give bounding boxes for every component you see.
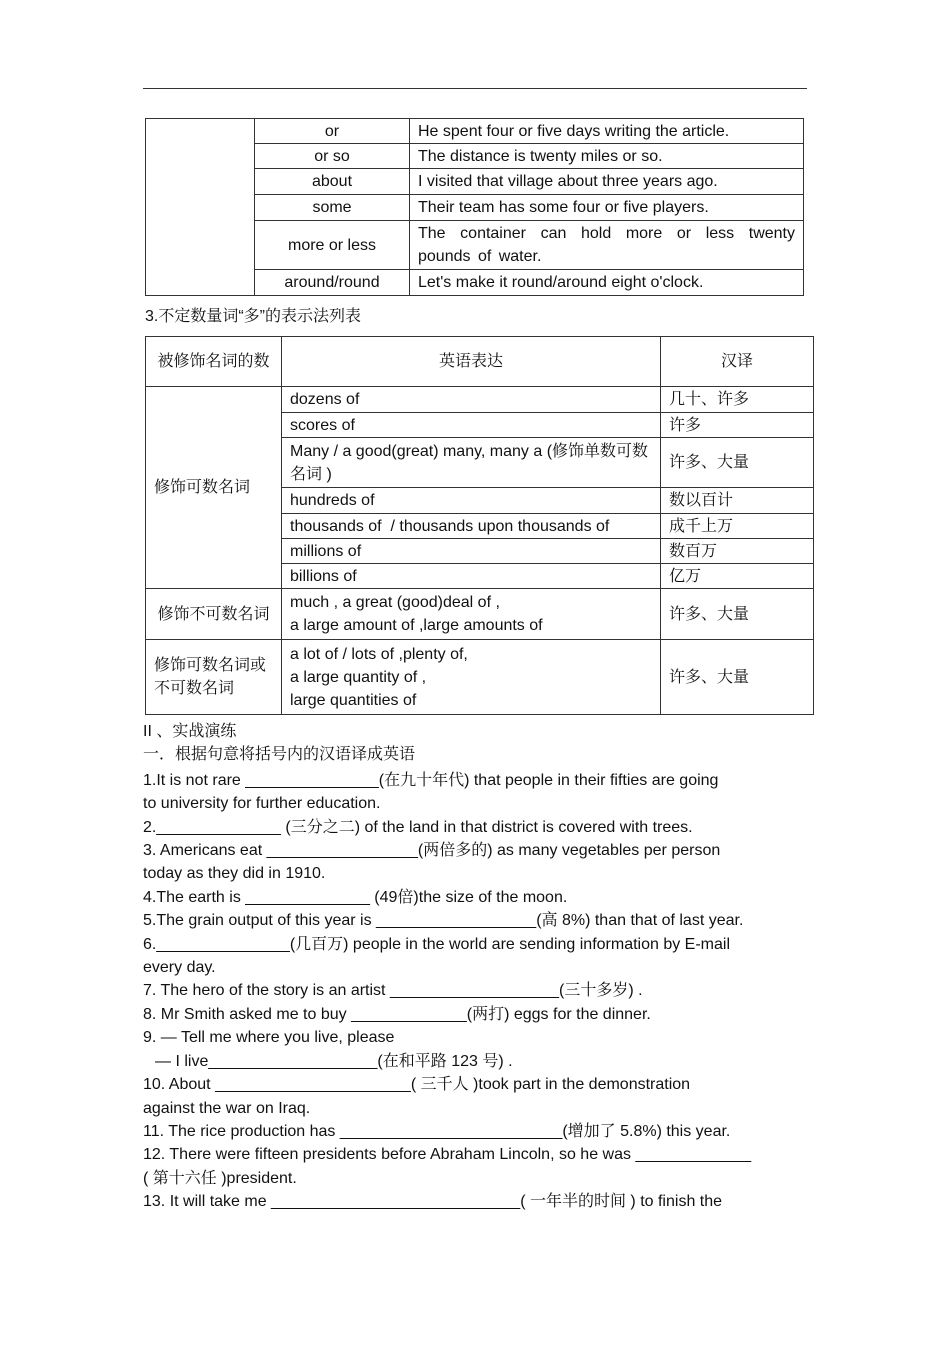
exercise-line: 9. — Tell me where you live, please [143, 1029, 395, 1047]
english-cell: millions of [282, 539, 661, 564]
english-cell [282, 640, 661, 715]
exercise-line: 2.______________ (三分之二) of the land in that district is covered with trees. [143, 818, 693, 836]
english-cell: hundreds of [282, 488, 661, 514]
chinese-cell: 成千上万 [661, 514, 814, 539]
header-chinese: 汉译 [661, 337, 814, 387]
exercise-line: 13. It will take me ____________________________( 一年半的时间 ) to finish the [143, 1193, 723, 1211]
exercise-line: 8. Mr Smith asked me to buy _____________(两打) eggs for the dinner. [143, 1005, 651, 1023]
blank-category-cell [146, 119, 255, 296]
exercise-line: 12. There were fifteen presidents before Abraham Lincoln, so he was _____________ [143, 1146, 752, 1164]
word-cell: around/round [255, 270, 410, 296]
english-line: much , a great (good)deal of , [290, 594, 500, 611]
header-english: 英语表达 [282, 337, 661, 387]
header-rule [143, 88, 807, 89]
chinese-cell: 许多、大量 [661, 640, 814, 715]
chinese-cell: 许多 [661, 413, 814, 438]
english-line: large quantities of [290, 691, 417, 709]
english-cell: billions of [282, 564, 661, 589]
word-cell: about [255, 169, 410, 195]
exercise-line: to university for further education. [143, 795, 381, 813]
practice-section [143, 720, 823, 1214]
chinese-cell: 几十、许多 [661, 387, 814, 413]
english-cell: thousands of / thousands upon thousands of [282, 514, 661, 539]
example-cell: Let's make it round/around eight o'clock. [410, 270, 804, 296]
english-line: a large amount of ,large amounts of [290, 617, 543, 634]
table-caption: 3.不定数量词“多”的表示法列表 [145, 308, 362, 325]
english-cell [282, 589, 661, 640]
example-cell: The distance is twenty miles or so. [410, 144, 804, 169]
exercise-line: against the war on Iraq. [143, 1099, 311, 1117]
exercise-line: 7. The hero of the story is an artist ___________________(三十多岁) . [143, 982, 643, 1000]
chinese-cell: 数以百计 [661, 488, 814, 514]
table-header-row [146, 337, 814, 387]
table-row [146, 640, 814, 715]
exercise-line: 11. The rice production has _________________________(增加了 5.8%) this year. [143, 1122, 731, 1140]
table-row [146, 119, 804, 144]
english-cell: dozens of [282, 387, 661, 413]
word-cell: more or less [255, 221, 410, 270]
category-cell: 修饰不可数名词 [146, 589, 282, 640]
approximation-words-table [145, 118, 804, 296]
table-row [146, 589, 814, 640]
exercise-line: 3. Americans eat _________________(两倍多的) as many vegetables per person [143, 842, 721, 860]
table-row [146, 387, 814, 413]
section-subtitle: 一．根据句意将括号内的汉语译成英语 [143, 746, 416, 764]
english-cell: Many / a good(great) many, many a (修饰单数可数名词 ) [282, 438, 661, 488]
exercise-line: every day. [143, 959, 216, 977]
section-title: II 、实战演练 [143, 723, 237, 740]
exercise-line: 4.The earth is ______________ (49倍)the size of the moon. [143, 888, 568, 906]
english-line: a large quantity of , [290, 668, 427, 686]
example-cell: Their team has some four or five players. [410, 195, 804, 221]
exercise-line: 5.The grain output of this year is __________________(高 8%) than that of last year. [143, 912, 744, 930]
exercise-line: today as they did in 1910. [143, 865, 326, 883]
chinese-cell: 许多、大量 [661, 438, 814, 488]
example-cell: He spent four or five days writing the article. [410, 119, 804, 144]
word-cell: some [255, 195, 410, 221]
header-noun-number: 被修饰名词的数 [146, 337, 282, 387]
category-cell: 修饰可数名词 [146, 387, 282, 589]
word-cell: or so [255, 144, 410, 169]
english-cell: scores of [282, 413, 661, 438]
exercise-line: — I live___________________(在和平路 123 号) . [155, 1052, 513, 1070]
example-cell: I visited that village about three years ago. [410, 169, 804, 195]
many-expressions-table [145, 336, 814, 715]
chinese-cell: 数百万 [661, 539, 814, 564]
example-cell: The container can hold more or less twenty pounds of water. [410, 221, 804, 270]
chinese-cell: 亿万 [661, 564, 814, 589]
exercise-line: 1.It is not rare _______________(在九十年代) that people in their fifties are going [143, 771, 719, 789]
chinese-cell: 许多、大量 [661, 589, 814, 640]
exercise-line: 10. About ______________________( 三千人 )took part in the demonstration [143, 1076, 691, 1094]
english-line: a lot of / lots of ,plenty of, [290, 645, 468, 663]
exercise-line: ( 第十六任 )president. [143, 1169, 297, 1187]
category-cell: 修饰可数名词或不可数名词 [146, 640, 282, 715]
exercise-line: 6._______________(几百万) people in the world are sending information by E-mail [143, 935, 731, 953]
word-cell: or [255, 119, 410, 144]
